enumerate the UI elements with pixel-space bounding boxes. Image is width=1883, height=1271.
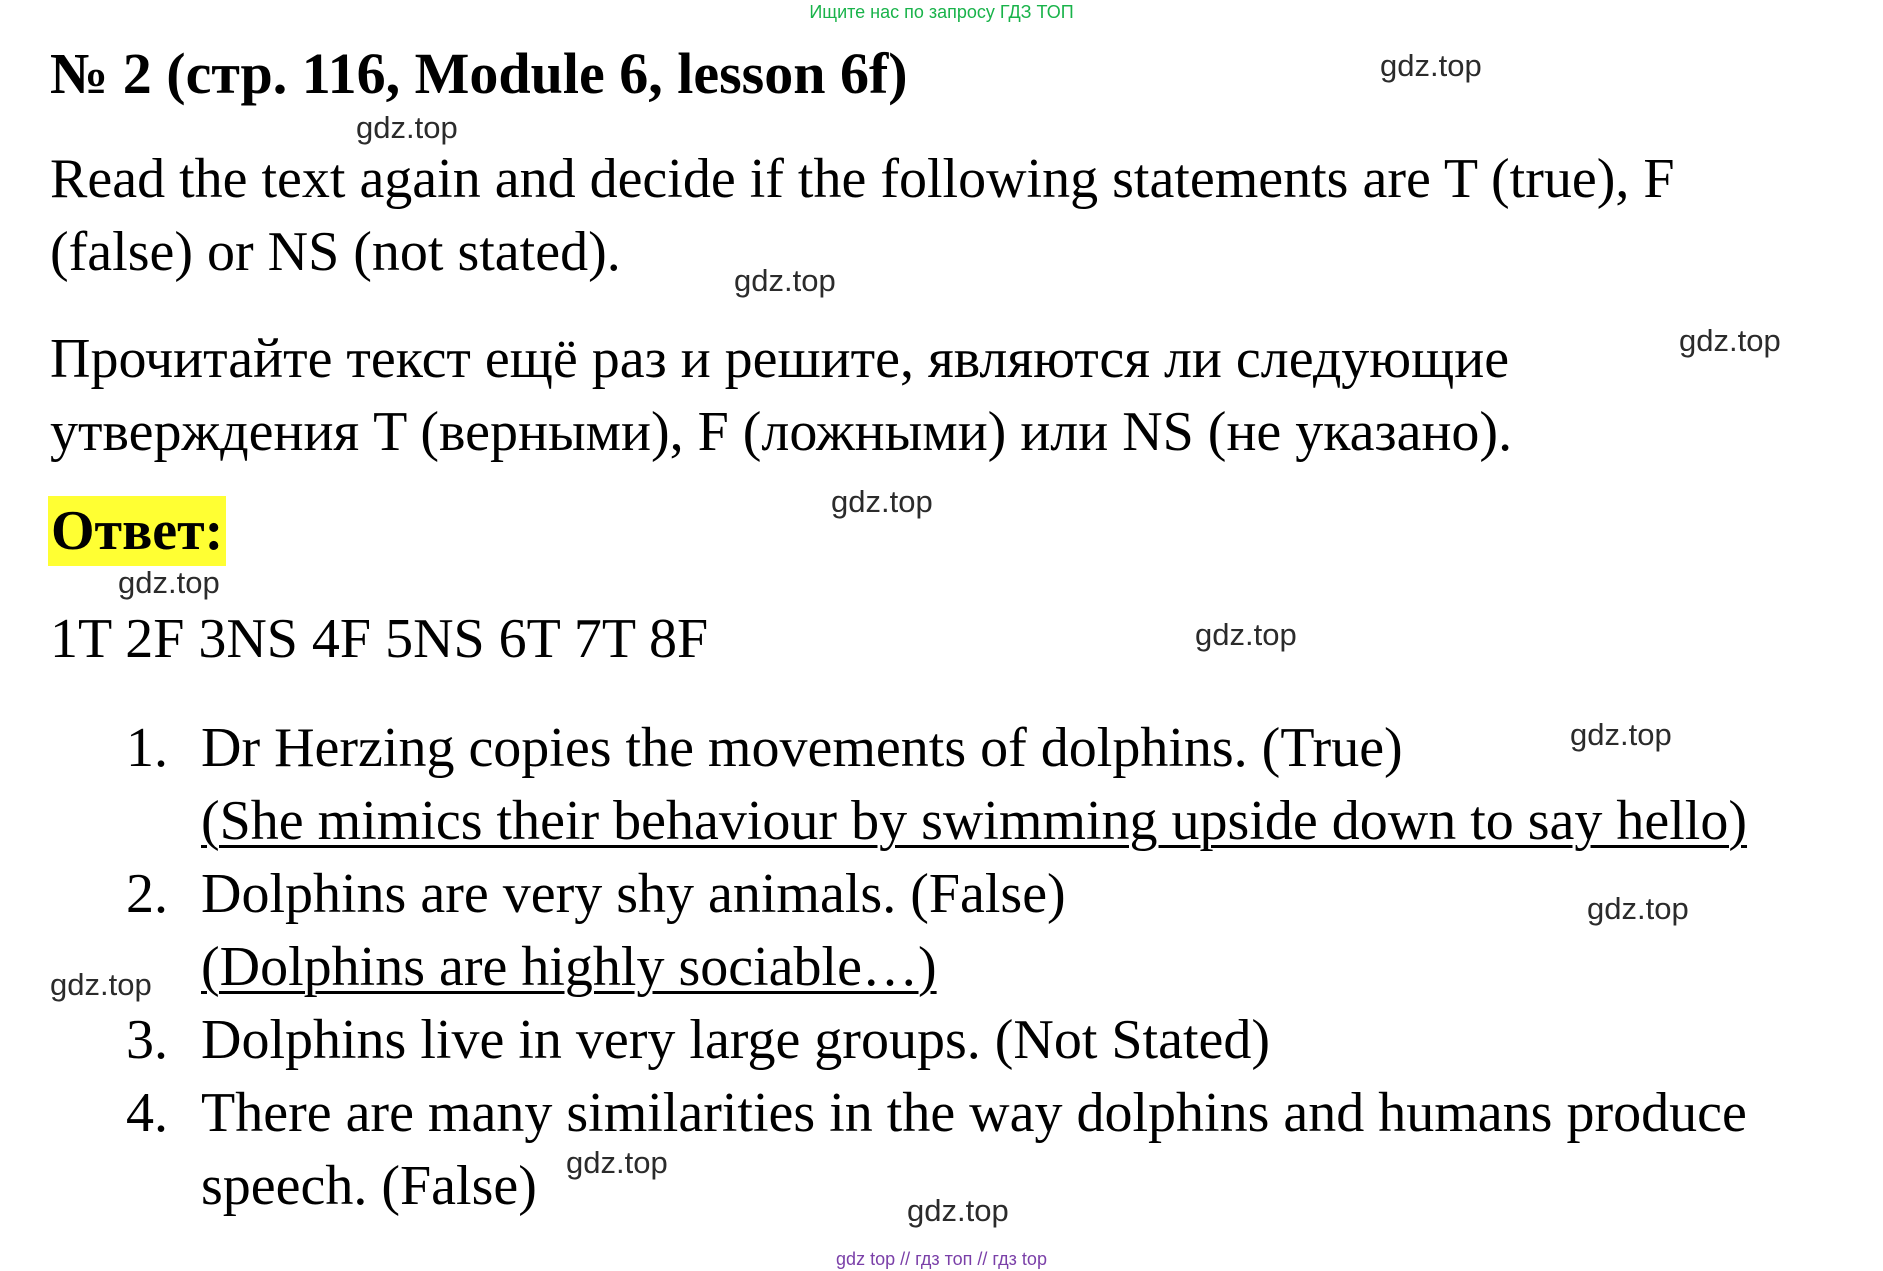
item-evidence: (She mimics their behaviour by swimming upside down to say hello) xyxy=(201,790,1748,852)
watermark: gdz.top xyxy=(1195,617,1297,652)
watermark: gdz.top xyxy=(118,565,220,600)
item-statement: There are many similarities in the way dolphins and humans produce xyxy=(201,1082,1747,1144)
item-statement: Dolphins are very shy animals. (False) xyxy=(201,863,1066,925)
item-number: 1. xyxy=(126,717,168,779)
watermark: gdz.top xyxy=(1679,323,1781,358)
answer-label: Ответ: xyxy=(48,496,226,566)
top-banner: Ищите нас по запросу ГДЗ ТОП xyxy=(809,2,1074,22)
item-statement: Dolphins live in very large groups. (Not Stated) xyxy=(201,1009,1271,1071)
instruction-en-line-1: Read the text again and decide if the following statements are T (true), F xyxy=(50,148,1675,210)
watermark: gdz.top xyxy=(1380,48,1482,83)
item-statement-continued: speech. (False) xyxy=(201,1155,537,1217)
item-number: 4. xyxy=(126,1082,168,1144)
watermark: gdz.top xyxy=(50,967,152,1002)
instruction-ru-line-2: утверждения T (верными), F (ложными) или NS (не указано). xyxy=(50,401,1513,463)
footer-links: gdz top // гдз топ // гдз top xyxy=(836,1249,1047,1269)
item-statement: Dr Herzing copies the movements of dolphins. (True) xyxy=(201,717,1403,779)
instruction-en-line-2: (false) or NS (not stated). xyxy=(50,221,621,283)
item-number: 3. xyxy=(126,1009,168,1071)
watermark: gdz.top xyxy=(734,263,836,298)
watermark: gdz.top xyxy=(831,484,933,519)
item-number: 2. xyxy=(126,863,168,925)
watermark: gdz.top xyxy=(356,110,458,145)
exercise-heading: № 2 (стр. 116, Module 6, lesson 6f) xyxy=(50,41,908,106)
answers-summary: 1T 2F 3NS 4F 5NS 6T 7T 8F xyxy=(50,608,709,670)
item-evidence: (Dolphins are highly sociable…) xyxy=(201,936,937,998)
watermark: gdz.top xyxy=(1570,717,1672,752)
watermark: gdz.top xyxy=(907,1193,1009,1228)
watermark: gdz.top xyxy=(1587,891,1689,926)
watermark: gdz.top xyxy=(566,1145,668,1180)
instruction-ru-line-1: Прочитайте текст ещё раз и решите, являются ли следующие xyxy=(50,328,1510,390)
